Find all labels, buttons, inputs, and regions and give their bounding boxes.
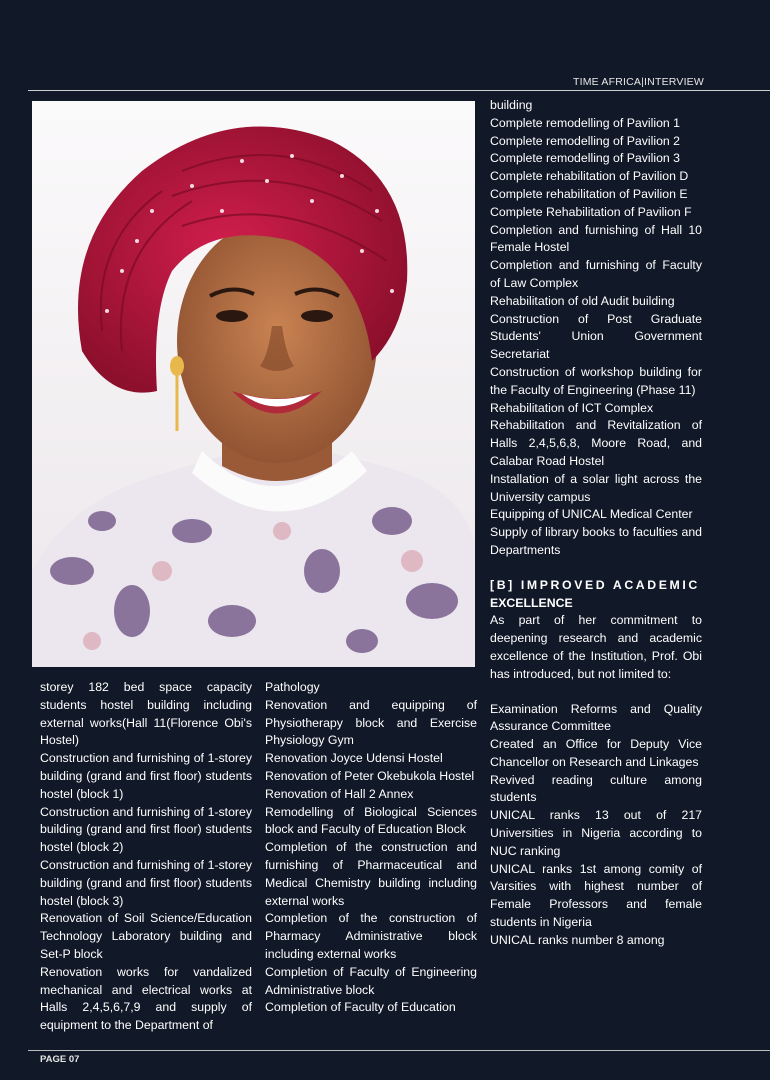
list-item: Construction and furnishing of 1-storey building (grand and first floor) students hostel (block 1): [40, 751, 252, 801]
list-item: Pathology: [265, 680, 320, 694]
list-item: Supply of library books to faculties and Departments: [490, 525, 702, 557]
list-item: building: [490, 98, 533, 112]
list-item: UNICAL ranks number 8 among: [490, 932, 665, 947]
list-item: Rehabilitation and Revitalization of Halls 2,4,5,6,8, Moore Road, and Calabar Road Hostel: [490, 418, 702, 468]
list-item: Equipping of UNICAL Medical Center: [490, 507, 693, 522]
list-item: UNICAL ranks 1st among comity of Varsities with highest number of Female Professors and female students in Nigeria: [490, 861, 702, 930]
list-item: Completion and furnishing of Faculty of Law Complex: [490, 258, 702, 290]
list-item: Renovation of Hall 2 Annex: [265, 786, 414, 801]
list-item: storey 182 bed space capacity students hostel building including external works(Hall 11(Florence Obi's Hostel): [40, 680, 252, 748]
list-item: Complete remodelling of Pavilion 1: [490, 115, 681, 130]
list-item: Completion of Faculty of Engineering Administrative block: [265, 964, 477, 997]
list-item: Remodelling of Biological Sciences block and Faculty of Education Block: [265, 804, 477, 837]
list-item: Renovation of Peter Okebukola Hostel: [265, 768, 475, 783]
list-item: Revived reading culture among students: [490, 772, 702, 805]
list-item: Complete remodelling of Pavilion 3: [490, 151, 681, 166]
header-divider: [28, 90, 770, 91]
list-item: Examination Reforms and Quality Assurance Committee: [490, 701, 702, 734]
text-column-2: [265, 679, 477, 1017]
list-item: Complete rehabilitation of Pavilion E: [490, 186, 688, 201]
list-item: Installation of a solar light across the University campus: [490, 471, 702, 504]
footer-divider: [28, 1050, 770, 1051]
list-item: Complete remodelling of Pavilion 2: [490, 133, 681, 148]
list-item: Renovation works for vandalized mechanical and electrical works at Halls 2,4,5,6,7,9 and supply of equipment to the Department of: [40, 964, 252, 1033]
list-item: UNICAL ranks 13 out of 217 Universities in Nigeria according to NUC ranking: [490, 808, 702, 858]
list-item: Complete rehabilitation of Pavilion D: [490, 169, 689, 184]
list-item: Construction of workshop building for the Faculty of Engineering (Phase 11): [490, 364, 702, 397]
list-item: Renovation Joyce Udensi Hostel: [265, 751, 443, 766]
list-item: Renovation of Soil Science/Education Technology Laboratory building and Set-P block: [40, 911, 252, 961]
list-item: Construction and furnishing of 1-storey building (grand and first floor) students hostel (block 2): [40, 804, 252, 855]
section-label: TIME AFRICA|INTERVIEW: [573, 76, 704, 88]
list-item: Completion and furnishing of Hall 10 Female Hostel: [490, 222, 702, 255]
list-item: Rehabilitation of old Audit building: [490, 293, 675, 308]
list-item: Renovation and equipping of Physiotherapy block and Exercise Physiology Gym: [265, 697, 477, 748]
list-item: Completion of the construction and furnishing of Pharmaceutical and Medical Chemistry building including external works: [265, 840, 477, 908]
section-heading-continued: EXCELLENCE: [490, 595, 573, 610]
list-item: Completion of Faculty of Education: [265, 1000, 456, 1015]
text-column-1: [40, 679, 252, 1035]
list-item: Complete Rehabilitation of Pavilion F: [490, 204, 692, 219]
list-item: Completion of the construction of Pharmacy Administrative block including external works: [265, 911, 477, 961]
portrait-photo: [32, 101, 475, 667]
intro-paragraph: As part of her commitment to deepening research and academic excellence of the Institution, Prof. Obi has introduced, but not limited to:: [490, 613, 702, 681]
list-item: Created an Office for Deputy Vice Chancellor on Research and Linkages: [490, 737, 702, 769]
list-item: Rehabilitation of ICT Complex: [490, 400, 654, 415]
section-heading: [B] IMPROVED ACADEMIC: [490, 577, 700, 592]
list-item: Construction of Post Graduate Students' Union Government Secretariat: [490, 311, 702, 362]
text-column-3: [490, 97, 702, 950]
portrait-illustration: [32, 101, 475, 667]
list-item: Construction and furnishing of 1-storey building (grand and first floor) students hostel (block 3): [40, 857, 252, 908]
page-number: PAGE 07: [40, 1054, 80, 1065]
